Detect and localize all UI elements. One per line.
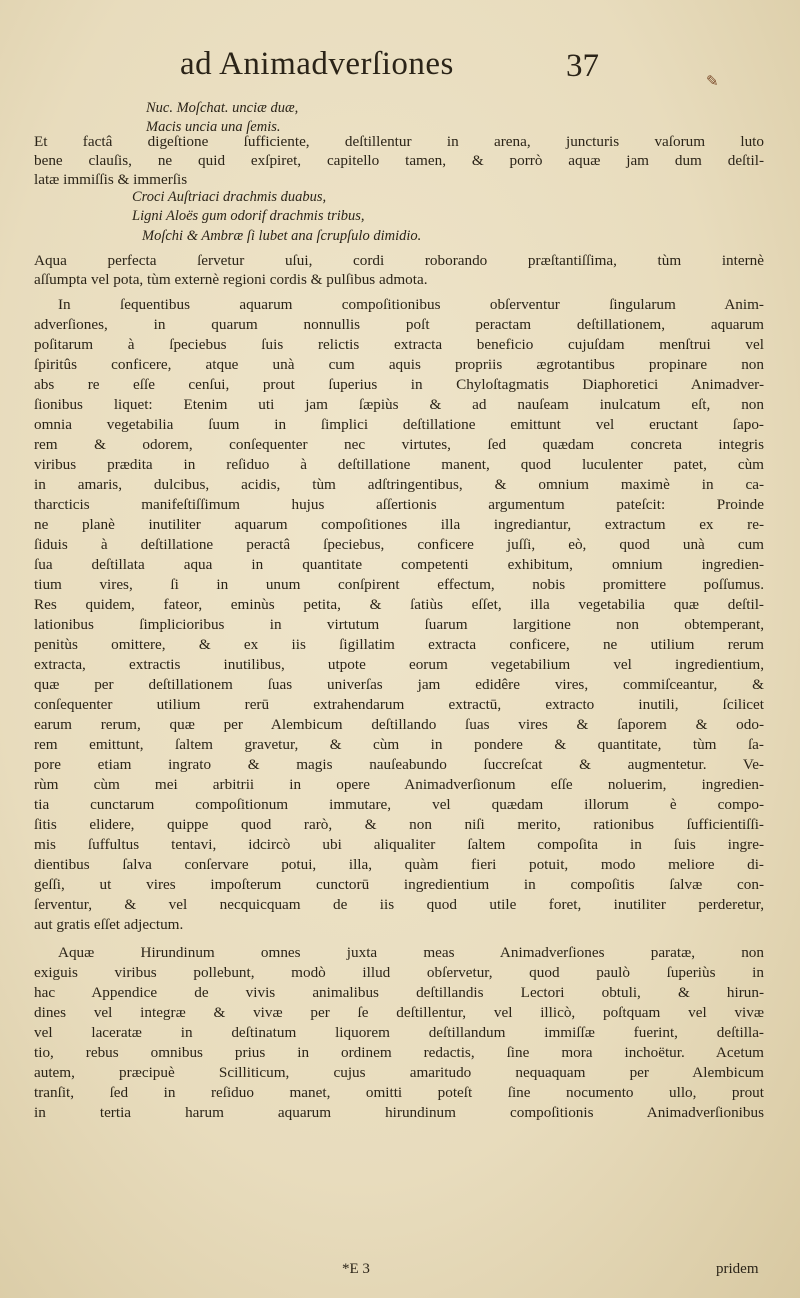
recipe-line: Croci Auſtriaci drachmis duabus, [132,189,327,205]
text-line: tium vires, ſi in unum conſpirent effectum, nobis promittere poſſumus. [34,576,764,593]
running-title: ad Animadverſiones [180,46,454,82]
text-line: pore etiam ingrato & magis nauſeabundo ſuccreſcat & augmentetur. Ve- [34,756,764,773]
text-line: in tertia harum aquarum hirundinum compoſitionis Animadverſionibus [34,1104,764,1121]
recipe-line: Moſchi & Ambræ ſi lubet ana ſcrupſulo dimidio. [142,228,422,244]
text-line: lationibus ſimplicioribus in virtutum ſuarum largitione non obtemperant, [34,616,764,633]
text-line: Aqua perfecta ſervetur uſui, cordi roborando præſtantiſſima, tùm internè [34,252,764,269]
recipe-line: Nuc. Moſchat. unciæ duæ, [146,100,299,116]
text-line: dines vel integræ & vivæ per ſe deſtillentur, vel illicò, poſtquam vel vivæ [34,1004,764,1021]
signature-mark: *E 3 [342,1261,370,1277]
text-line: hac Appendice de vivis animalibus deſtillandis Lectori obtuli, & hirun- [34,984,764,1001]
text-line: tranſit, ſed in reſiduo manet, omitti poteſt ſine nocumento ullo, prout [34,1084,764,1101]
text-line: In ſequentibus aquarum compoſitionibus obſerventur ſingularum Anim- [58,296,764,313]
text-line: tharcticis manifeſtiſſimum hujus aſſertionis argumentum pateſcit: Proinde [34,496,764,513]
text-line: aſſumpta vel pota, tùm externè regioni cordis & pulſibus admota. [34,271,428,288]
text-line: ne planè inutiliter aquarum compoſitiones illa ingrediantur, extractum ex re- [34,516,764,533]
text-line: quæ per deſtillationem ſuas univerſas jam edidêre vires, commiſceantur, & [34,676,764,693]
text-line: vel laceratæ in deſtinatum liquorem deſtillandum immiſſæ fuerint, deſtilla- [34,1024,764,1041]
text-line: autem, præcipuè Scilliticum, cujus amaritudo nequaquam per Alembicum [34,1064,764,1081]
recipe-line: Macis uncia una ſemis. [146,119,281,135]
text-line: poſitarum à ſpeciebus ſuis relictis extracta beneficio cujuſdam menſtrui vel [34,336,764,353]
text-line: viribus prædita in reſiduo à deſtillatione manent, quod luculenter patet, cùm [34,456,764,473]
catchword: pridem [716,1261,759,1277]
text-line: omnia vegetabilia ſuum in ſimplici deſtillatione emittunt vel eructant ſapo- [34,416,764,433]
text-line: ſiduis à deſtillatione peractâ ſpeciebus, conficere juſſi, eò, quod unà cum [34,536,764,553]
text-line: tia cunctarum compoſitionum immutare, vel quædam illorum è compo- [34,796,764,813]
text-line: bene clauſis, ne quid exſpiret, capitello tamen, & porrò aquæ jam dum deſtil- [34,152,764,169]
text-line: rùm cùm mei arbitrii in opere Animadverſionum eſſe noluerim, ingredien- [34,776,764,793]
text-line: abs re eſſe cenſui, prout ſuperius in Chyloſtagmatis Diaphoretici Animadver- [34,376,764,393]
text-line: ſitis elidere, quippe quod rarò, & non niſi merito, rationibus ſufficientiſſi- [34,816,764,833]
page-footer [0,1261,800,1283]
text-line: Et factâ digeſtione ſufficiente, deſtillentur in arena, juncturis vaſorum luto [34,133,764,150]
page-header [0,46,800,94]
text-line: tio, rebus omnibus prius in ordinem redactis, ſine mora inchoëtur. Acetum [34,1044,764,1061]
text-line: extracta, extractis inutilibus, utpote eorum vegetabilium vel ingredientium, [34,656,764,673]
text-line: conſequenter utilium rerū extrahendarum extractū, extracto inutili, ſcilicet [34,696,764,713]
text-line: Res quidem, fateor, eminùs petita, & ſatiùs eſſet, illa vegetabilia quæ deſtil- [34,596,764,613]
ink-mark-icon: ✎ [706,74,719,90]
text-line: Aquæ Hirundinum omnes juxta meas Animadverſiones paratæ, non [58,944,764,961]
text-line: rem emittunt, ſaltem gravetur, & cùm in pondere & quantitate, tùm ſa- [34,736,764,753]
page-number: 37 [566,48,599,84]
text-line: mis ſuffultus tentavi, idcircò ubi aliqualiter ſaltem compoſita in ſuis ingre- [34,836,764,853]
text-line: latæ immiſſis & immerſis [34,171,188,188]
text-line: in amaris, dulcibus, acidis, tùm adſtringentibus, & omnium maximè in ca- [34,476,764,493]
text-line: ſpiritûs conficere, atque unà cum aquis propriis ægrotantibus propinare non [34,356,764,373]
text-line: earum rerum, quæ per Alembicum deſtillando ſuas vires & ſaporem & odo- [34,716,764,733]
recipe-line: Ligni Aloës gum odorif drachmis tribus, [132,208,365,224]
text-line: aut gratis eſſet adjectum. [34,916,184,933]
text-line: dientibus ſalva conſervare potui, illa, quàm fieri potuit, modo meliore di- [34,856,764,873]
text-line: ſerventur, & vel necquicquam de iis quod utile foret, inutiliter perderetur, [34,896,764,913]
text-line: exiguis viribus pollebunt, modò illud obſervetur, quod paulò ſuperiùs in [34,964,764,981]
text-line: ſua deſtillata aqua in quantitate competenti exhibitum, omnium ingredien- [34,556,764,573]
text-line: penitùs omittere, & ex iis ſigillatim extracta conficere, ne utilium rerum [34,636,764,653]
text-line: rem & odorem, conſequenter nec virtutes, ſed quædam concreta integris [34,436,764,453]
text-line: adverſiones, in quarum nonnullis poſt peractam deſtillationem, aquarum [34,316,764,333]
text-line: geſſi, ut vires impoſterum cunctorū ingredientium in compoſitis ſalvæ con- [34,876,764,893]
text-line: ſionibus liquet: Etenim uti jam ſæpiùs & ad nauſeam inulcatum eſt, non [34,396,764,413]
